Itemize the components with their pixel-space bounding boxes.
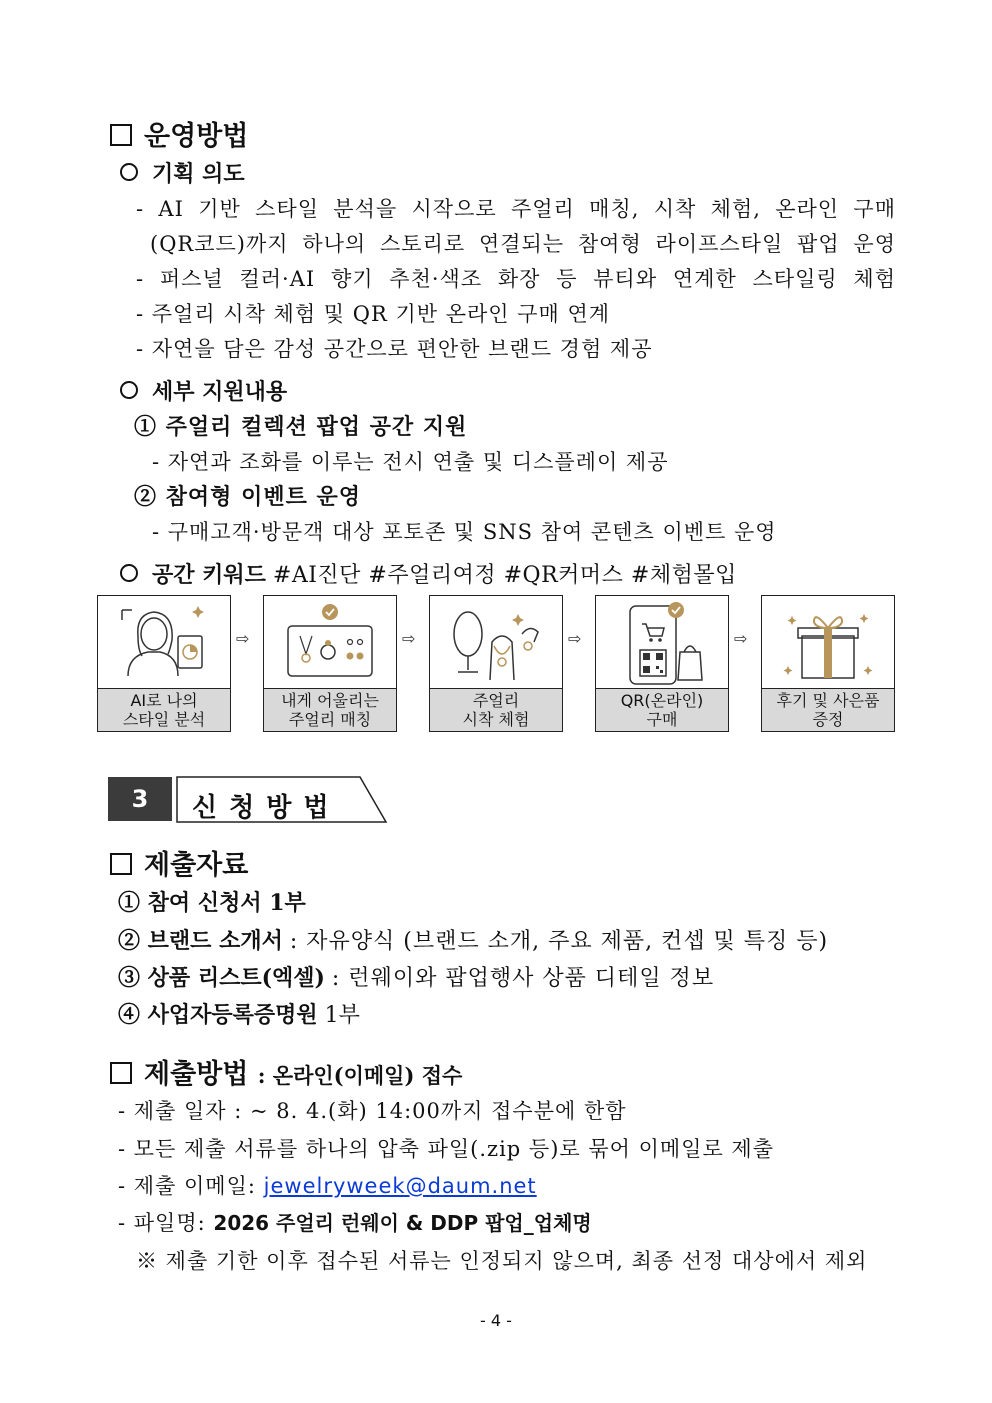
arrow-right-icon: ⇨ [568, 629, 582, 648]
method-email-line: - 제출 이메일: jewelryweek@daum.net [118, 1174, 537, 1198]
support-title: 세부 지원내용 [120, 375, 287, 406]
intent-item: - AI 기반 스타일 분석을 시작으로 주얼리 매칭, 시착 체험, 온라인 구매 [136, 197, 896, 221]
method-filename-line: - 파일명: 2026 주얼리 런웨이 & DDP 팝업_업체명 [118, 1211, 592, 1235]
step-card [761, 595, 895, 732]
step-caption: 주얼리 시착 체험 [430, 688, 562, 731]
mirror-necklace-icon [430, 596, 562, 688]
circle-bullet-icon [120, 564, 138, 582]
intent-title: 기획 의도 [120, 157, 245, 188]
phone-qr-icon [596, 596, 728, 688]
method-item: - 제출 일자 : ~ 8. 4.(화) 14:00까지 접수분에 한함 [118, 1099, 627, 1123]
step-caption: AI로 나의 스타일 분석 [98, 688, 230, 731]
section-heading-operation: 운영방법 [110, 114, 248, 153]
method-note: ※ 제출 기한 이후 접수된 서류는 인정되지 않으며, 최종 선정 대상에서 제외 [136, 1249, 868, 1273]
intent-item: - 주얼리 시착 체험 및 QR 기반 온라인 구매 연계 [136, 302, 611, 326]
support-sub1-item: - 자연과 조화를 이루는 전시 연출 및 디스플레이 제공 [152, 450, 669, 474]
support-sub2-title: ② 참여형 이벤트 운영 [134, 484, 361, 510]
arrow-right-icon: ⇨ [236, 629, 250, 648]
section-number: 3 [108, 777, 172, 821]
gift-box-icon [762, 596, 894, 688]
intent-item: - 퍼스널 컬러·AI 향기 추천·색조 화장 등 뷰티와 연계한 스타일링 체험 [136, 267, 896, 291]
email-link[interactable]: jewelryweek@daum.net [263, 1174, 537, 1198]
square-bullet-icon [110, 1062, 132, 1084]
step-caption: QR(온라인) 구매 [596, 688, 728, 731]
support-sub1-title: ① 주얼리 컬렉션 팝업 공간 지원 [134, 414, 468, 440]
keywords-line: 공간 키워드 #AI진단 #주얼리여정 #QR커머스 #체험몰입 [120, 558, 737, 589]
docs-item: ② 브랜드 소개서 : 자유양식 (브랜드 소개, 주요 제품, 컨셉 및 특징 등) [118, 928, 829, 954]
step-card [263, 595, 397, 732]
keywords-value: #AI진단 #주얼리여정 #QR커머스 #체험몰입 [272, 563, 737, 588]
step-card [429, 595, 563, 732]
method-heading: 제출방법 : 온라인(이메일) 접수 [110, 1052, 462, 1091]
arrow-right-icon: ⇨ [402, 629, 416, 648]
jewelry-screen-icon [264, 596, 396, 688]
docs-heading: 제출자료 [110, 843, 248, 882]
square-bullet-icon [110, 124, 132, 146]
arrow-right-icon: ⇨ [734, 629, 748, 648]
step-caption: 내게 어울리는 주얼리 매칭 [264, 688, 396, 731]
docs-item: ③ 상품 리스트(엑셀) : 런웨이와 팝업행사 상품 디테일 정보 [118, 965, 715, 991]
method-item: - 모든 제출 서류를 하나의 압축 파일(.zip 등)로 묶어 이메일로 제출 [118, 1137, 774, 1161]
circle-bullet-icon [120, 381, 138, 399]
circle-bullet-icon [120, 163, 138, 181]
support-sub2-item: - 구매고객·방문객 대상 포토존 및 SNS 참여 콘텐츠 이벤트 운영 [152, 520, 777, 544]
woman-analysis-icon [98, 596, 230, 688]
docs-item: ① 참여 신청서 1부 [118, 890, 306, 916]
step-caption: 후기 및 사은품 증정 [762, 688, 894, 731]
step-card [595, 595, 729, 732]
section-title: 신청방법 [192, 793, 341, 823]
intent-item: - 자연을 담은 감성 공간으로 편안한 브랜드 경험 제공 [136, 337, 653, 361]
method-sub: : 온라인(이메일) 접수 [257, 1063, 463, 1088]
page-number: - 4 - [480, 1311, 512, 1330]
step-card [97, 595, 231, 732]
square-bullet-icon [110, 853, 132, 875]
intent-item: (QR코드)까지 하나의 스토리로 연결되는 참여형 라이프스타일 팝업 운영 [150, 232, 896, 256]
docs-item: ④ 사업자등록증명원 1부 [118, 1002, 360, 1028]
